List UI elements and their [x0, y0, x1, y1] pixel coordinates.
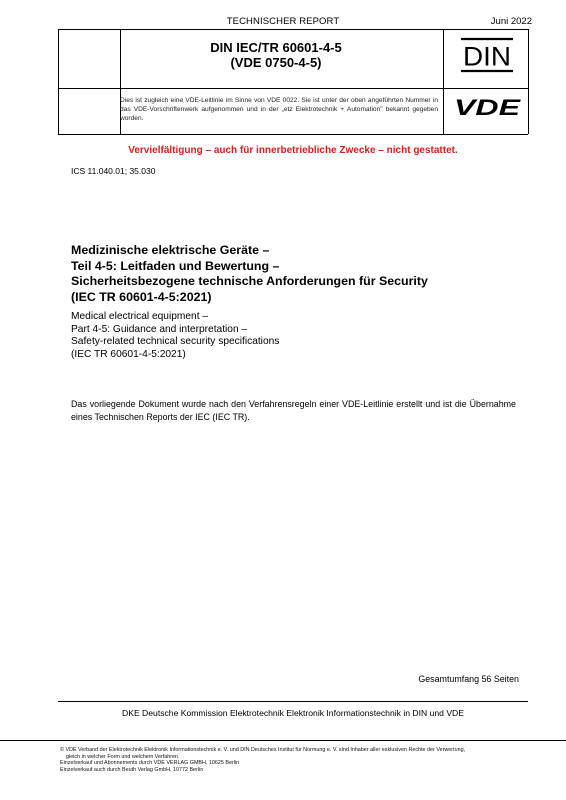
dke-top-line	[58, 701, 528, 702]
title-german-line: (IEC TR 60601-4-5:2021)	[71, 289, 212, 304]
publication-date: Juni 2022	[490, 16, 532, 27]
document-number-din: DIN IEC/TR 60601-4-5	[210, 40, 342, 55]
title-english-line: Part 4-5: Guidance and interpretation –	[71, 323, 248, 335]
footer-line: gleich in welcher Form und welchem Verfahren.	[66, 753, 180, 760]
footer-separator	[0, 740, 566, 741]
document-number	[120, 40, 432, 70]
din-logo	[461, 37, 513, 73]
dke-line: DKE Deutsche Kommission Elektrotechnik Elektronik Informationstechnik in DIN und VDE	[122, 708, 464, 718]
copyright-footer	[60, 747, 540, 773]
title-german	[71, 243, 521, 305]
report-type: TECHNISCHER REPORT	[226, 16, 340, 27]
header-box-inner-right-line	[443, 29, 444, 134]
header-box-right-line	[528, 29, 529, 134]
vde-guideline-note: Dies ist zugleich eine VDE-Leitlinie im Sinne von VDE 0022. Sie ist unter der oben angeführten Nummer in das VDE-Vorschriftenwerk aufgenommen und in der „etz Elektrotechnik + Automation" bekannt gegeben worden.	[120, 97, 438, 122]
vde-logo-text: VDE	[454, 95, 522, 119]
title-english	[71, 311, 521, 361]
title-english-line: Safety-related technical security specifications	[71, 336, 280, 348]
header-box-middle-line	[58, 88, 528, 89]
header-box-top-line	[58, 29, 528, 30]
title-german-line: Sicherheitsbezogene technische Anforderungen für Security	[71, 274, 428, 288]
intro-paragraph: Das vorliegende Dokument wurde nach den Verfahrensregeln einer VDE-Leitlinie erstellt und ist die Übernahme eines Technischen Reports der IEC (IEC TR).	[71, 399, 516, 422]
ics-codes: ICS 11.040.01; 35.030	[71, 166, 156, 176]
title-english-line: Medical electrical equipment –	[71, 311, 209, 322]
footer-line: Einzelverkauf auch durch Beuth Verlag GmbH, 10772 Berlin	[60, 766, 204, 773]
total-pages: Gesamtumfang 56 Seiten	[418, 674, 519, 684]
header-box-bottom-line	[58, 134, 528, 135]
document-number-vde: (VDE 0750-4-5)	[230, 55, 322, 70]
reproduction-warning: Vervielfältigung – auch für innerbetriebliche Zwecke – nicht gestattet.	[128, 145, 458, 156]
title-german-line: Medizinische elektrische Geräte –	[71, 243, 270, 257]
vde-logo	[452, 95, 522, 119]
din-logo-text: DIN	[463, 41, 511, 72]
footer-line: © VDE Verband der Elektrotechnik Elektronik Informationstechnik e. V. und DIN Deutsches Institut für Normung e. V. sind Inhaber aller exklusiven Rechte der Verwertung,	[60, 747, 466, 753]
footer-line: Einzelverkauf und Abonnements durch VDE VERLAG GMBH, 10625 Berlin	[60, 760, 240, 767]
title-english-line: (IEC TR 60601-4-5:2021)	[71, 348, 186, 360]
header-box-left-line	[58, 29, 59, 134]
title-german-line: Teil 4-5: Leitfaden und Bewertung –	[71, 258, 280, 273]
